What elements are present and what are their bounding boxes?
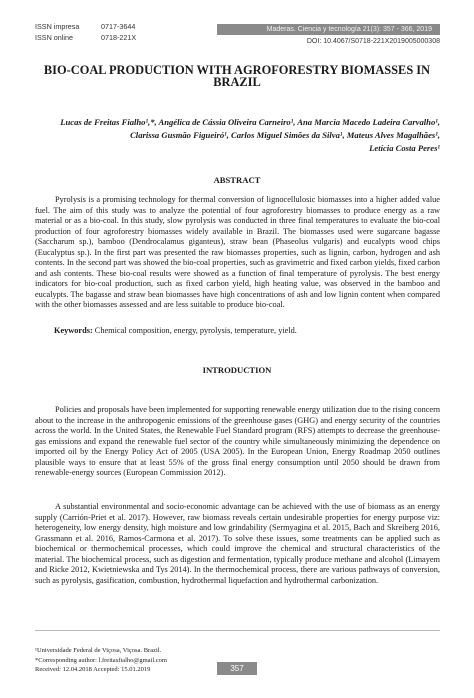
footnotes xyxy=(35,646,167,675)
issn-print-value: 0717-3644 xyxy=(101,22,136,31)
keywords-value: Chemical composition, energy, pyrolysis, temperature, yield. xyxy=(94,326,297,335)
footnote-affiliation: ¹Universidade Federal de Viçosa, Viçosa. Brazil. xyxy=(35,647,162,654)
author-line-2: Clarissa Gusmão Figueiró¹, Carlos Miguel Simões da Silva¹, Mateus Alves Magalhães¹, xyxy=(130,130,440,140)
keywords xyxy=(54,326,440,335)
footnote-divider xyxy=(35,630,440,631)
footnote-corresponding-author: *Corresponding author: l.freitasfialho@gmail.com xyxy=(35,656,167,664)
introduction-heading: INTRODUCTION xyxy=(202,365,272,375)
issn-block xyxy=(35,22,136,43)
author-list xyxy=(30,116,440,155)
issn-online-value: 0718-221X xyxy=(101,32,137,42)
author-line-3: Letícia Costa Peres¹ xyxy=(369,143,440,153)
abstract-text: Pyrolysis is a promising technology for thermal conversion of lignocellulosic biomasses into a higher added value fuel. The aim of this study was to analyze the potential of four agroforestry biomasses to produce energy as a raw material or as a bio-coal. In this study, slow pyrolysis was conducted in three final temperatures to evaluate the bio-coal production of four agroforestry biomasses widely available in Brazil. The biomasses used were sugarcane bagasse (Saccharum sp.), bamboo (Dendrocalamus giganteus), straw bean (Phaseolus vulgaris) and eucalypts wood chips (Eucalyptus sp.). In the first part was presented the raw biomasses properties, such as lignin, carbon, hydrogen and ash contents. In the second part was showed the bio-coal properties, such as gravimetric and fixed carbon yields, fixed carbon and ash contents. These bio-coal results were showed as a function of final temperature of pyrolysis. The best energy indicators for bio-coal production, such as fixed carbon yield, high heating value, was observed in the bamboo and eucalypts. The bagasse and straw bean biomasses have high concentrations of ash and low lignin content when compared with the other biomasses assessed and are less suitable to produce bio-coal. xyxy=(35,195,440,310)
issn-print-label: ISSN impresa xyxy=(35,22,80,31)
abstract-heading: ABSTRACT xyxy=(213,175,261,185)
keywords-label: Keywords: xyxy=(54,326,93,335)
intro-paragraph-1: Policies and proposals have been implemented for supporting renewable energy utilization due to the rising concern about to the increase in the anthropogenic emissions of the greenhouse gases (GHG) and energy security of the countries across the world. In the United States, the Renewable Fuel Standard program (RFS) attempts to decrease the greenhouse-gas emissions and expand the renewable fuel sector of the country while simultaneously minimizing the dependence on imported oil by the Energy Policy Act of 2005 (USA 2005). In the European Union, Energy Roadmap 2050 outlines plausible ways to ensure that at least 55% of the gross final energy consumption until 2050 should be drawn from renewable-energy sources (European Commission 2012). xyxy=(35,405,440,478)
journal-citation-bar: Maderas. Ciencia y tecnología 21(3): 357 - 366, 2019 xyxy=(217,24,440,35)
paper-title: BIO-COAL PRODUCTION WITH AGROFORESTRY BIOMASSES IN BRAZIL xyxy=(43,63,431,89)
doi[interactable]: DOI: 10.4067/S0718-221X2019005000308 xyxy=(306,38,440,45)
issn-online-label: ISSN online xyxy=(35,32,73,42)
author-line-1: Lucas de Freitas Fialho¹,*, Angélica de Cássia Oliveira Carneiro¹, Ana Marcia Macedo Ladeira Carvalho¹, xyxy=(60,117,440,127)
intro-paragraph-2: A substantial environmental and socio-economic advantage can be achieved with the use of biomass as an energy supply (Carrión-Priet et al. 2017). However, raw biomass reveals certain undesirable properties for energy purpose viz: heterogeneity, low energy density, high moisture and low grindability (Sermyagina et al. 2015, Bach and Skreiberg 2016, Grassmann et al. 2016, Ramos-Carmona et al. 2017). To solve these issues, some treatments can be applied such as biochemical or thermochemical processes, which could improve the chemical and structural characteristics of the material. The biochemical process, such as digestion and fermentation, typically produce methane and alcohol (Limayem and Ricke 2012, Kwietniewska and Tys 2014). In the thermochemical process, there are various pathways of conversion, such as pyrolysis, gasification, combustion, hydrothermal liquefaction and hydrothermal carbonization. xyxy=(35,502,440,585)
footnote-dates: Received: 12.04.2018 Accepted: 15.01.2019 xyxy=(35,666,151,673)
page-number: 357 xyxy=(217,662,257,675)
